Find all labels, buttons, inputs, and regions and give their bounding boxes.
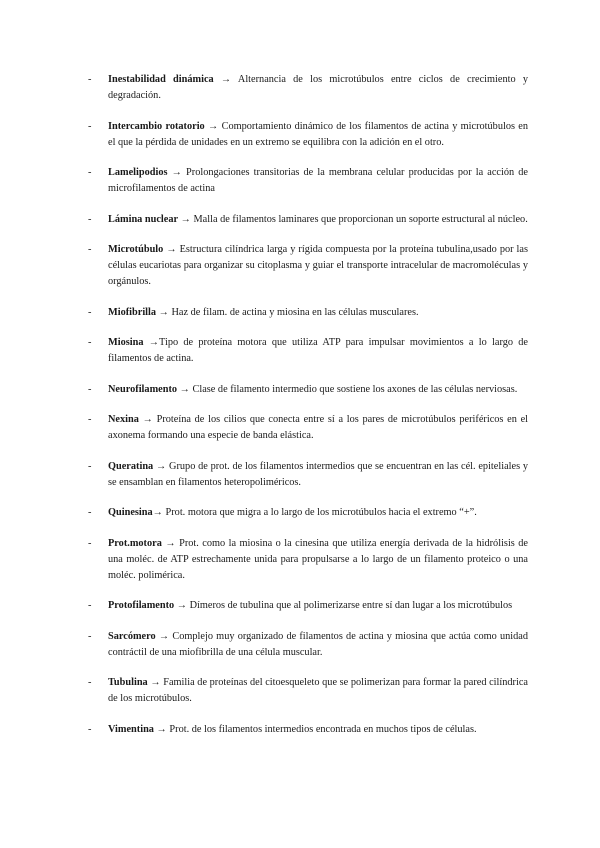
- entry-definition: → Prot. de los filamentos intermedios encontrada en muchos tipos de células.: [153, 723, 477, 735]
- entry-term: Miosina: [108, 337, 144, 348]
- glossary-entry: [88, 505, 528, 521]
- glossary-entry: [88, 382, 528, 398]
- glossary-entry: [88, 119, 528, 151]
- bullet-dash: -: [88, 630, 92, 642]
- glossary-entry: [88, 335, 528, 367]
- entry-definition: → Alternancia de los microtúbulos entre ciclos de crecimiento y degradación.: [108, 74, 528, 101]
- bullet-dash: -: [88, 167, 92, 178]
- bullet-dash: -: [88, 244, 92, 255]
- entry-term: Nexina: [108, 414, 139, 425]
- bullet-dash: -: [88, 537, 92, 549]
- entry-definition: → Prot. como la miosina o la cinesina que utiliza energía derivada de la hidrólisis de una moléc. de ATP estrechamente unida para propulsarse a lo largo de un filamento proteico o una moléc. polimérica.: [108, 537, 528, 581]
- glossary-entry: [88, 305, 528, 321]
- entry-definition: → Prolongaciones transitorias de la membrana celular producidas por la acción de microfilamentos de actina: [108, 167, 528, 194]
- glossary-entry: [88, 459, 528, 491]
- entry-definition: →Tipo de proteína motora que utiliza ATP para impulsar movimientos a lo largo de filamentos de actina.: [108, 337, 528, 364]
- entry-term: Intercambio rotatorio: [108, 120, 205, 132]
- entry-term: Miofibrilla: [108, 306, 157, 318]
- glossary-entry: [88, 675, 528, 707]
- entry-definition: → Comportamiento dinámico de los filamentos de actina y microtúbulos en el que la pérdida de unidades en un extremo se equilibra con la adición en el otro.: [108, 120, 528, 148]
- entry-definition: → Prot. motora que migra a lo largo de los microtúbulos hacia el extremo “+”.: [152, 507, 477, 518]
- entry-definition: → Familia de proteínas del citoesqueleto que se polimerizan para formar la pared cilíndrica de los microtúbulos.: [108, 677, 528, 704]
- bullet-dash: -: [88, 600, 92, 611]
- glossary-entry: [88, 72, 528, 104]
- bullet-dash: -: [88, 414, 92, 425]
- glossary-list: [88, 72, 528, 752]
- entry-definition: → Dímeros de tubulina que al polimerizarse entre sí dan lugar a los microtúbulos: [174, 600, 513, 611]
- entry-term: Prot.motora: [108, 537, 162, 549]
- entry-definition: → Proteína de los cilios que conecta entre sí a los pares de microtúbulos periféricos en el axonema formando una especie de banda elástica.: [108, 414, 528, 441]
- bullet-dash: -: [88, 213, 92, 225]
- entry-definition: → Estructura cilíndrica larga y rígida compuesta por la proteína tubulina,usado por las células eucariotas para organizar su citoplasma y guiar el transporte intracelular de macromoléculas y orgánulos.: [108, 244, 528, 287]
- bullet-dash: -: [88, 74, 92, 85]
- glossary-entry: [88, 212, 528, 228]
- entry-term: Lámina nuclear: [108, 213, 179, 225]
- entry-definition: → Malla de filamentos laminares que proporcionan un soporte estructural al núcleo.: [178, 213, 528, 225]
- entry-definition: → Complejo muy organizado de filamentos de actina y miosina que actúa como unidad contráctil de una miofibrilla de una célula muscular.: [108, 630, 528, 658]
- bullet-dash: -: [88, 383, 92, 395]
- glossary-entry: [88, 598, 528, 614]
- glossary-entry: [88, 165, 528, 197]
- entry-term: Tubulina: [108, 677, 148, 688]
- bullet-dash: -: [88, 306, 92, 318]
- entry-term: Quinesina: [108, 507, 153, 518]
- bullet-dash: -: [88, 460, 92, 472]
- glossary-entry: [88, 536, 528, 584]
- entry-term: Protofilamento: [108, 600, 175, 611]
- entry-term: Vimentina: [108, 723, 154, 735]
- entry-definition: → Haz de filam. de actina y miosina en las células musculares.: [156, 306, 419, 318]
- entry-definition: → Clase de filamento intermedio que sostiene los axones de las células nerviosas.: [177, 383, 518, 395]
- entry-term: Microtúbulo: [108, 244, 164, 255]
- entry-term: Queratina: [108, 460, 154, 472]
- glossary-entry: [88, 629, 528, 661]
- entry-term: Neurofilamento: [108, 383, 178, 395]
- bullet-dash: -: [88, 337, 92, 348]
- entry-term: Inestabilidad dinámica: [108, 74, 214, 85]
- bullet-dash: -: [88, 120, 92, 132]
- bullet-dash: -: [88, 723, 92, 735]
- bullet-dash: -: [88, 677, 92, 688]
- glossary-entry: [88, 412, 528, 444]
- entry-term: Sarcómero: [108, 630, 156, 642]
- glossary-entry: [88, 242, 528, 290]
- glossary-entry: [88, 722, 528, 738]
- entry-definition: → Grupo de prot. de los filamentos intermedios que se encuentran en las cél. epiteliales y se ensamblan en filamentos heteropoliméricos.: [108, 460, 528, 488]
- entry-term: Lamelipodios: [108, 167, 168, 178]
- bullet-dash: -: [88, 507, 92, 518]
